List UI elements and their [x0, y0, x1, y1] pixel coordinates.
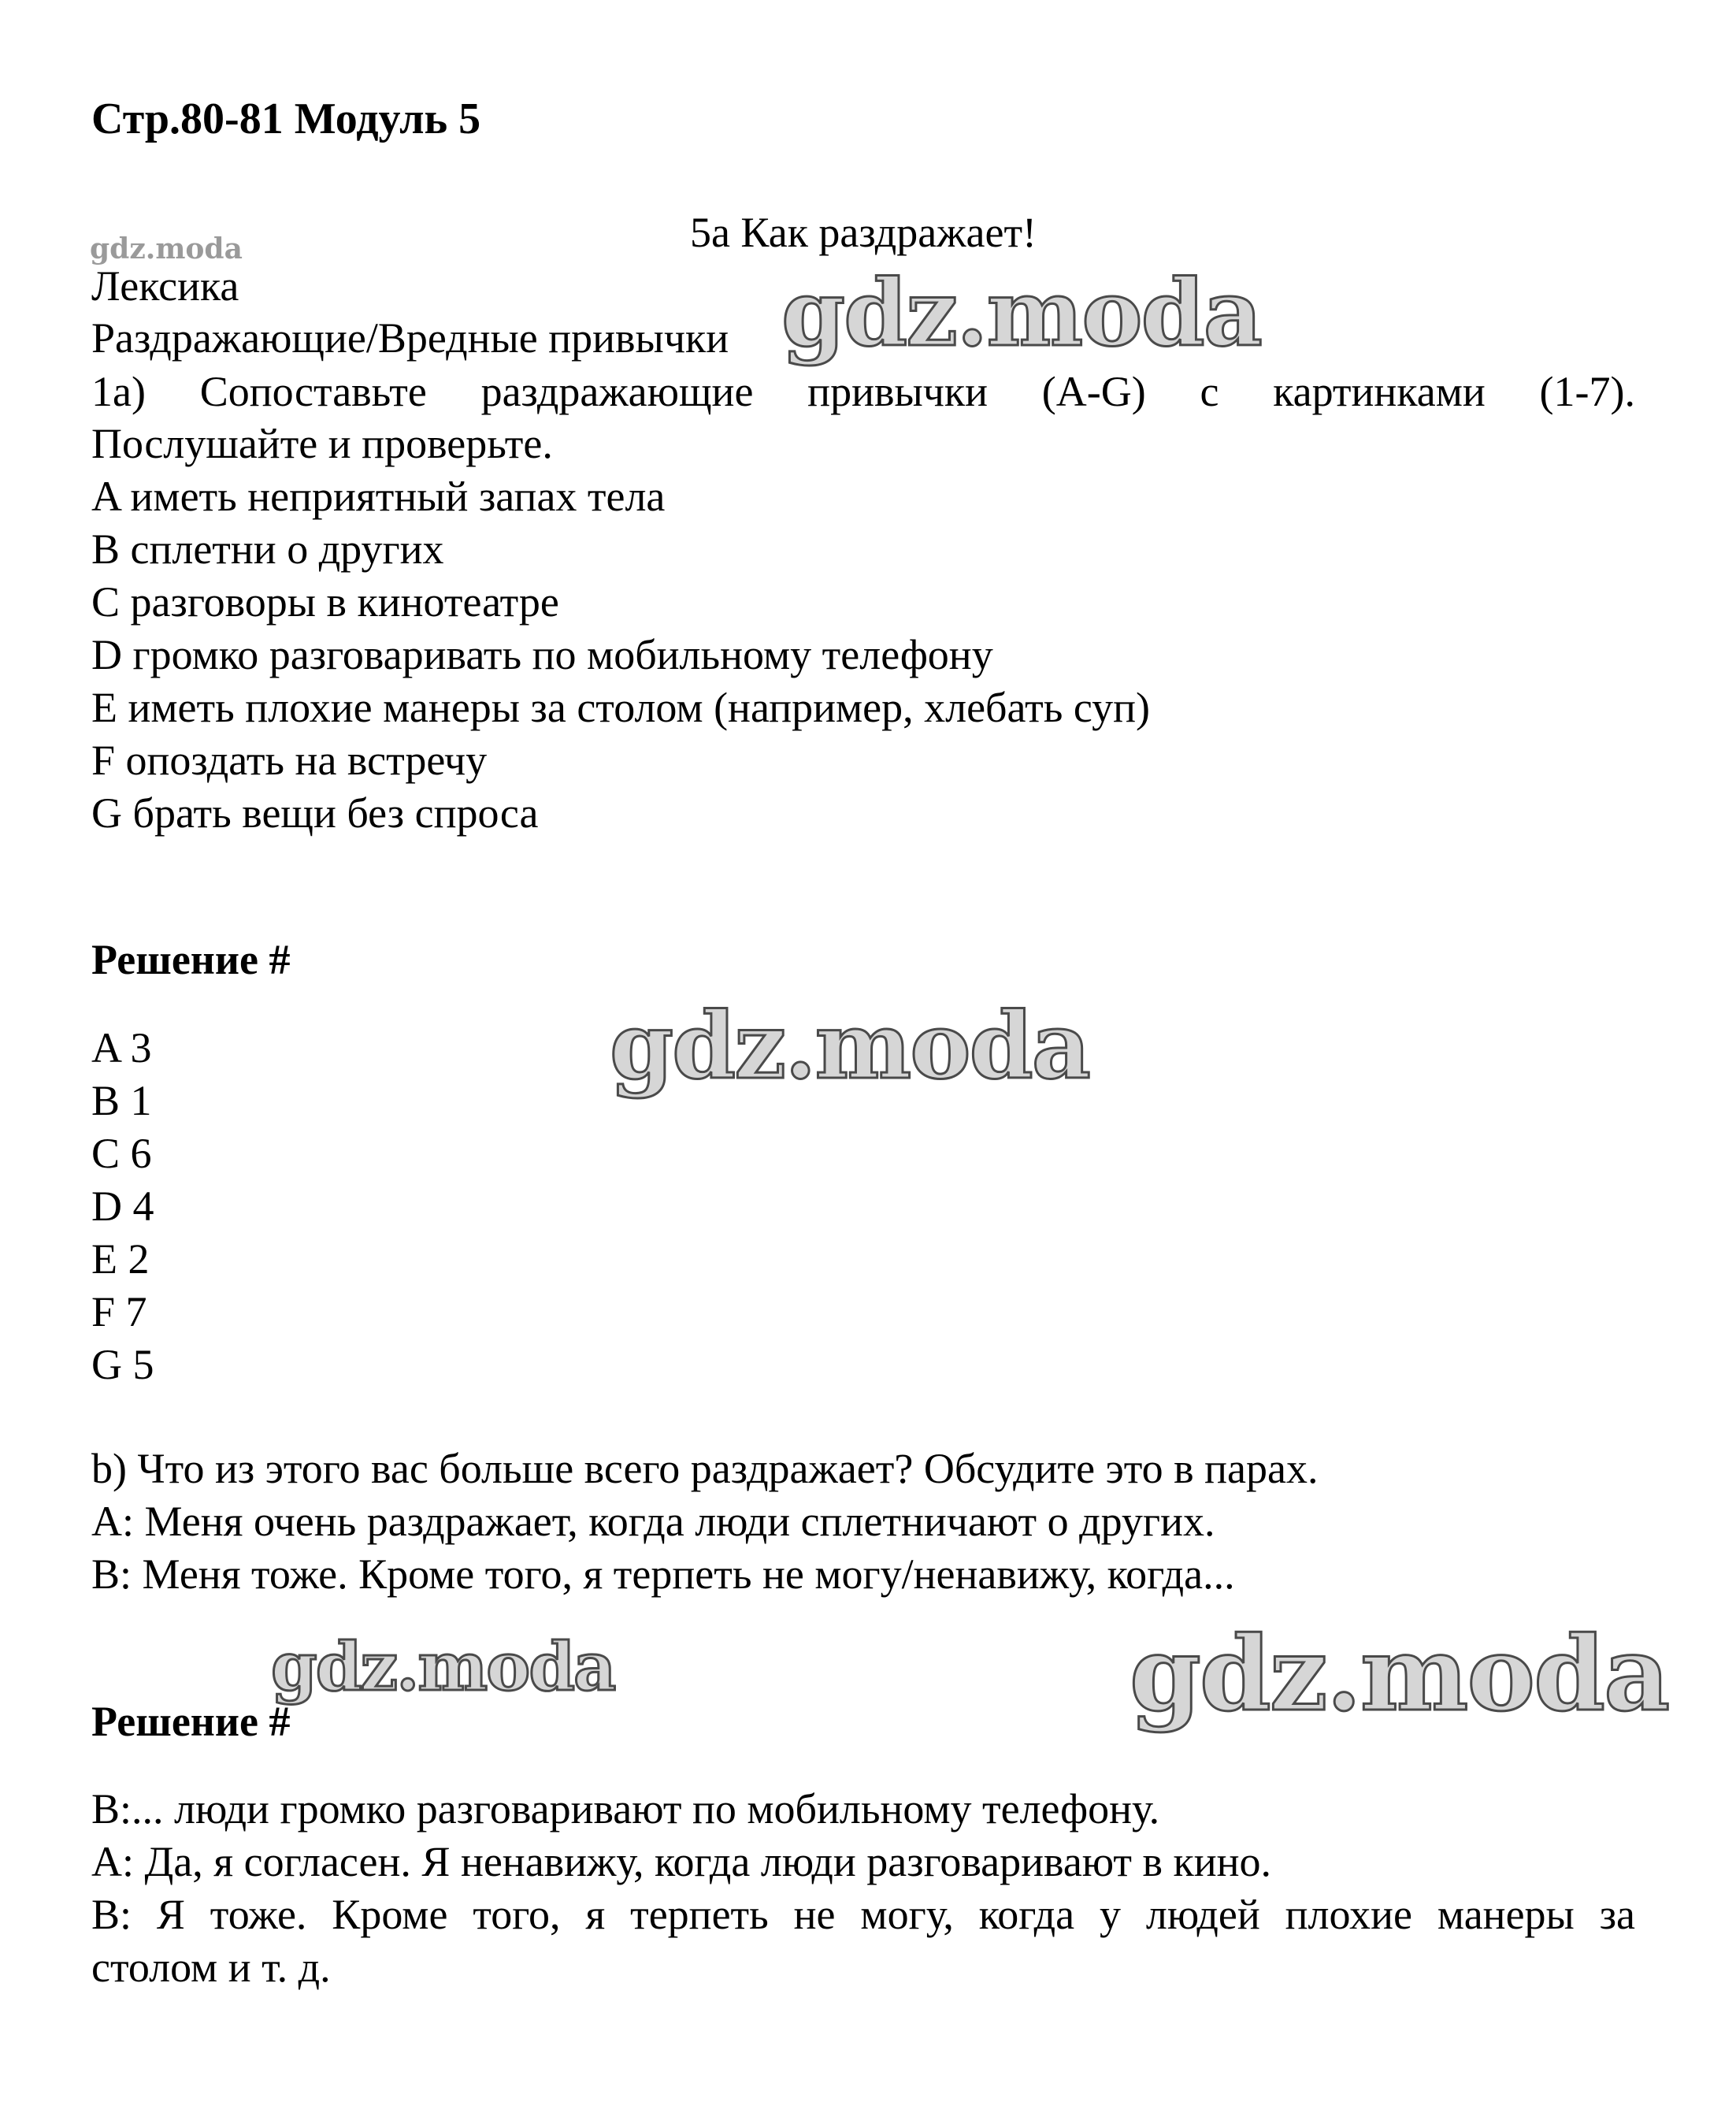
- section-subcategory: Раздражающие/Вредные привычки: [91, 314, 729, 362]
- section-category: Лексика: [91, 262, 239, 310]
- list-item: D громко разговаривать по мобильному телефону: [91, 631, 993, 678]
- answer-item: B 1: [91, 1077, 152, 1124]
- watermark-logo: gdz.moda: [1130, 1613, 1669, 1734]
- page-title: Стр.80-81 Модуль 5: [91, 95, 481, 143]
- section-title: 5a Как раздражает!: [689, 209, 1037, 256]
- list-item: B сплетни о других: [91, 525, 444, 573]
- list-item: A иметь неприятный запах тела: [91, 473, 666, 520]
- solution-label: Решение #: [91, 1698, 291, 1745]
- task-1a-instruction: 1a) Сопоставьте раздражающие привычки (A-G) с картинками (1-7).: [91, 368, 1635, 415]
- dialogue-line: столом и т. д.: [91, 1944, 331, 1991]
- answer-item: F 7: [91, 1288, 147, 1335]
- answer-item: E 2: [91, 1235, 150, 1283]
- list-item: G брать вещи без спроса: [91, 789, 539, 837]
- dialogue-line: B: Я тоже. Кроме того, я терпеть не могу, когда у людей плохие манеры за: [91, 1891, 1635, 1938]
- list-item: E иметь плохие манеры за столом (например, хлебать суп): [91, 684, 1150, 731]
- dialogue-line: A: Да, я согласен. Я ненавижу, когда люди разговаривают в кино.: [91, 1838, 1272, 1885]
- solution-label: Решение #: [91, 936, 291, 983]
- dialogue-line: B:... люди громко разговаривают по мобильному телефону.: [91, 1785, 1160, 1833]
- dialogue-line: B: Меня тоже. Кроме того, я терпеть не могу/ненавижу, когда...: [91, 1550, 1235, 1598]
- answer-item: C 6: [91, 1130, 152, 1177]
- dialogue-line: A: Меня очень раздражает, когда люди сплетничают о других.: [91, 1498, 1215, 1545]
- task-1b-instruction: b) Что из этого вас больше всего раздражает? Обсудите это в парах.: [91, 1445, 1319, 1492]
- list-item: C разговоры в кинотеатре: [91, 578, 559, 626]
- answer-item: A 3: [91, 1024, 152, 1071]
- answer-item: G 5: [91, 1341, 154, 1388]
- task-1a-instruction-cont: Послушайте и проверьте.: [91, 420, 553, 467]
- watermark-logo: gdz.moda: [781, 260, 1261, 367]
- watermark-logo: gdz.moda: [90, 232, 243, 266]
- list-item: F опоздать на встречу: [91, 737, 488, 784]
- watermark-logo: gdz.moda: [610, 993, 1089, 1100]
- answer-item: D 4: [91, 1183, 154, 1230]
- watermark-logo: gdz.moda: [271, 1628, 615, 1706]
